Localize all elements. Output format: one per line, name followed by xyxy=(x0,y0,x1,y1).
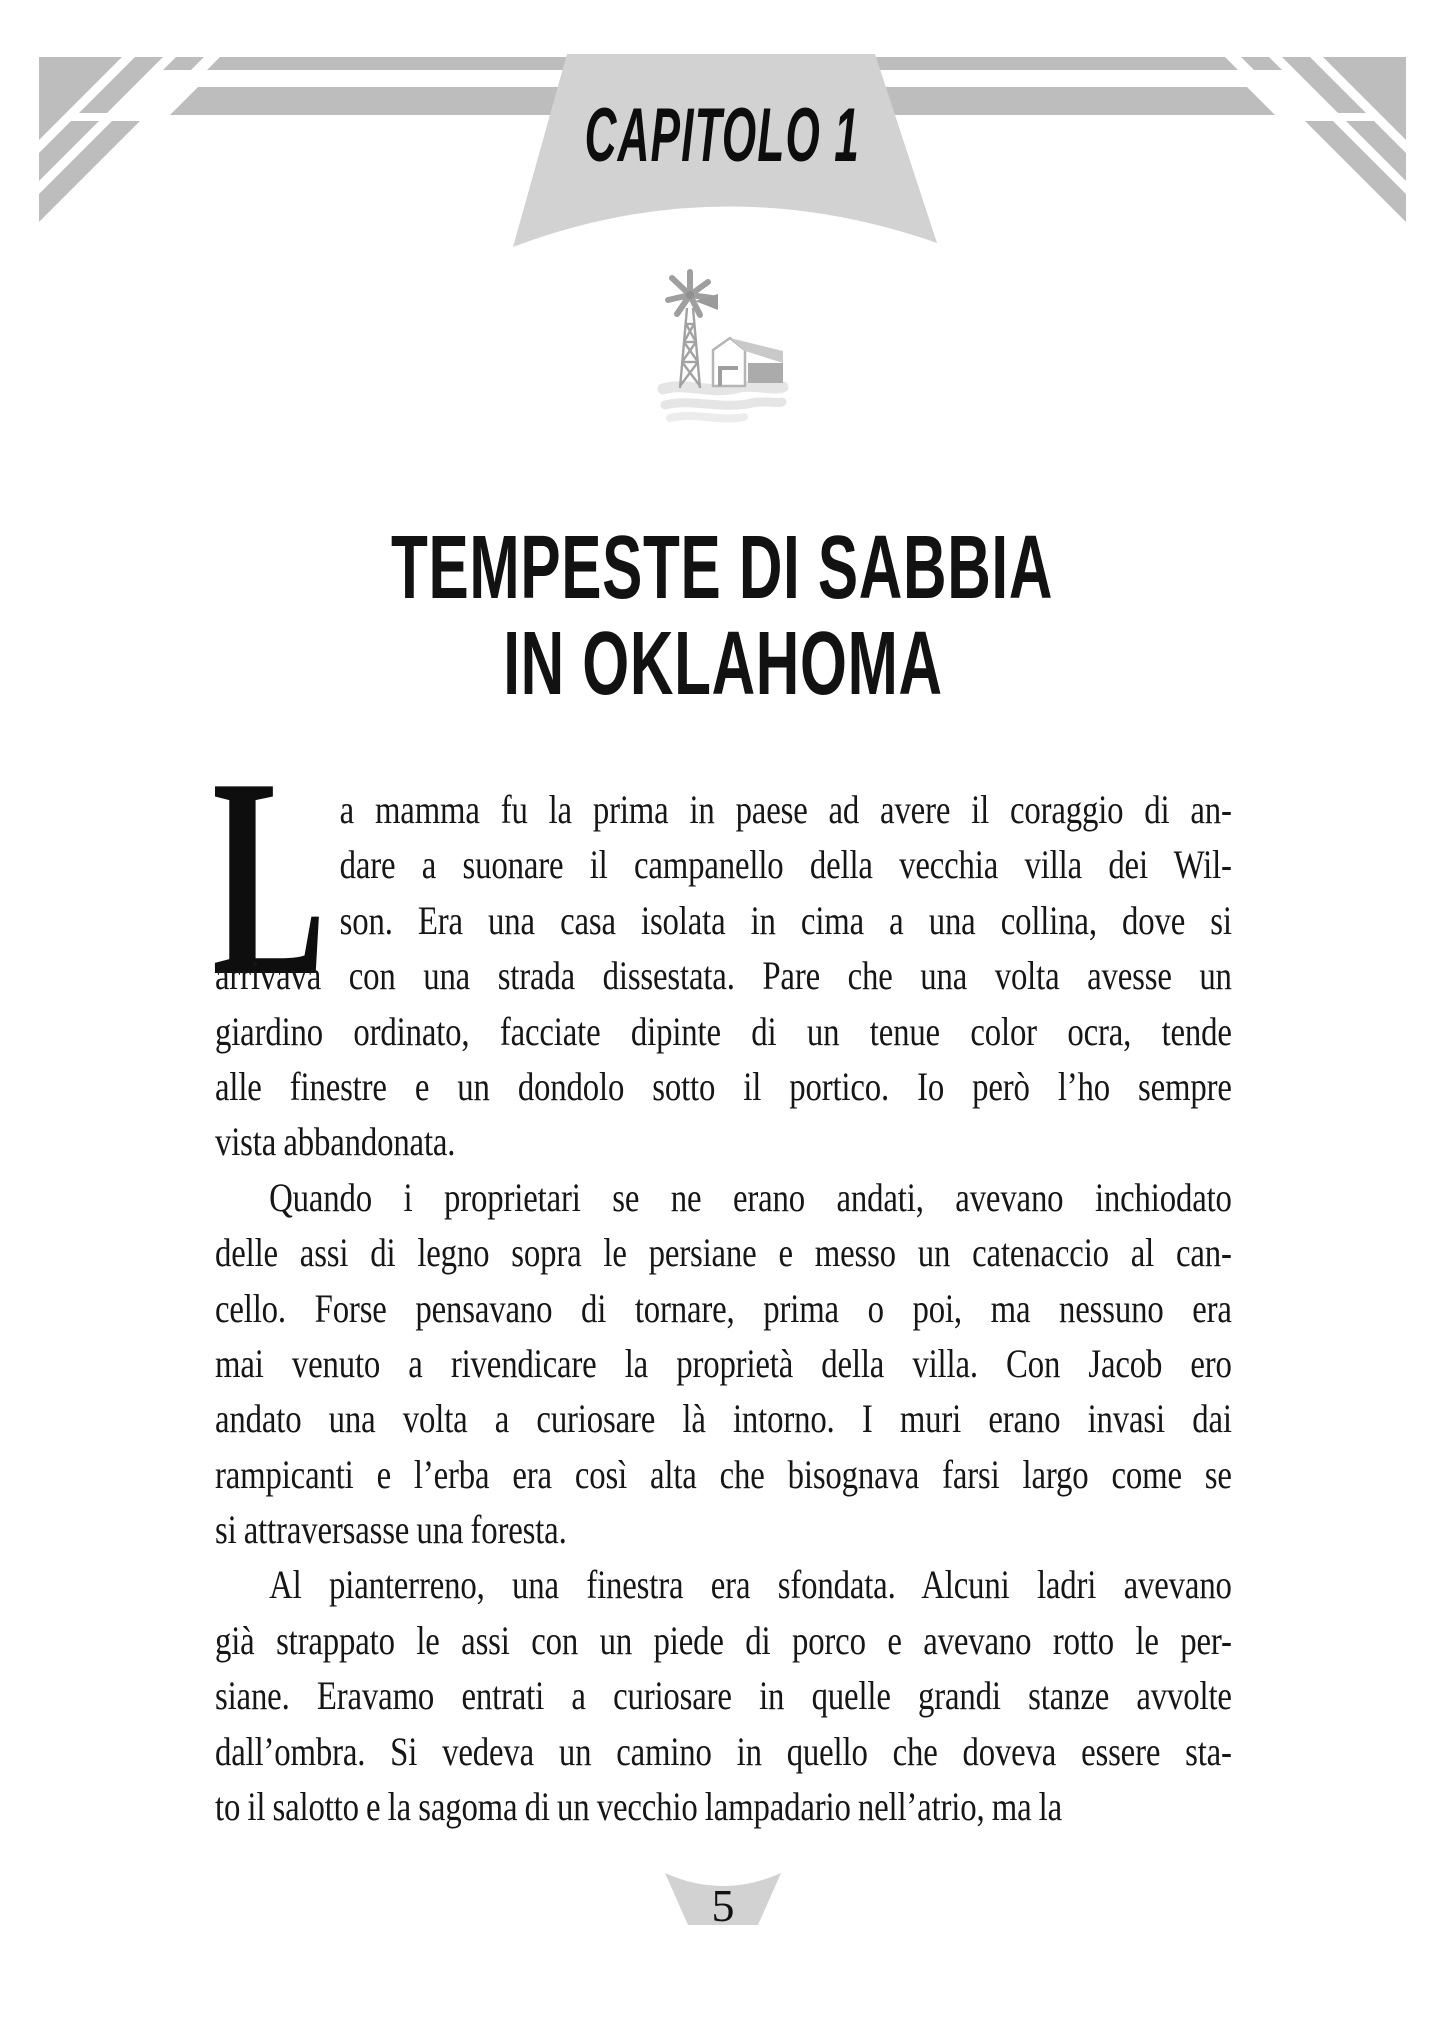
text-line: son. Era una casa isolata in cima a una collina, dove si xyxy=(339,897,1232,943)
text-line: Al pianterreno, una finestra era sfondata. Alcuni ladri avevano xyxy=(269,1562,1232,1608)
text-line: delle assi di legno sopra le persiane e messo un catenaccio al can- xyxy=(215,1230,1232,1276)
text-line: siane. Eravamo entrati a curiosare in quelle grandi stanze avvolte xyxy=(215,1673,1232,1719)
chapter-title xyxy=(0,520,1445,712)
text-line: dare a suonare il campanello della vecchia villa dei Wil- xyxy=(339,842,1232,888)
drop-cap: L xyxy=(212,719,327,1035)
text-line: alle finestre e un dondolo sotto il portico. Io però l’ho sempre xyxy=(215,1063,1232,1109)
text-line: to il salotto e la sagoma di un vecchio lampadario nell’atrio, ma la xyxy=(215,1784,1063,1830)
text-line: si attraversasse una foresta. xyxy=(215,1507,567,1553)
text-line: dall’ombra. Si vedeva un camino in quello che doveva essere sta- xyxy=(215,1728,1232,1774)
text-line: a mamma fu la prima in paese ad avere il coraggio di an- xyxy=(339,787,1232,832)
text-line: andato una volta a curiosare là intorno. I muri erano invasi dai xyxy=(215,1396,1232,1442)
body-text xyxy=(215,782,1232,1834)
chapter-banner xyxy=(0,94,1445,178)
chapter-title-line1: TEMPESTE DI SABBIA xyxy=(391,518,1054,618)
windmill-barn-illustration xyxy=(640,268,800,428)
chapter-title-line2: IN OKLAHOMA xyxy=(502,614,943,714)
text-line: mai venuto a rivendicare la proprietà della villa. Con Jacob ero xyxy=(215,1340,1232,1386)
text-line: rampicanti e l’erba era così alta che bisognava farsi largo come se xyxy=(215,1451,1232,1497)
text-line: giardino ordinato, facciate dipinte di un tenue color ocra, tende xyxy=(215,1008,1232,1054)
text-line: cello. Forse pensavano di tornare, prima o poi, ma nessuno era xyxy=(215,1285,1232,1331)
page-number: 5 xyxy=(711,1880,735,1931)
text-line: Quando i proprietari se ne erano andati, avevano inchiodato xyxy=(269,1174,1232,1220)
text-line: vista abbandonata. xyxy=(215,1119,456,1165)
text-line: già strappato le assi con un piede di porco e avevano rotto le per- xyxy=(215,1617,1232,1663)
chapter-label: CAPITOLO 1 xyxy=(584,93,861,178)
text-line: arrivava con una strada dissestata. Pare che una volta avesse un xyxy=(215,953,1232,999)
